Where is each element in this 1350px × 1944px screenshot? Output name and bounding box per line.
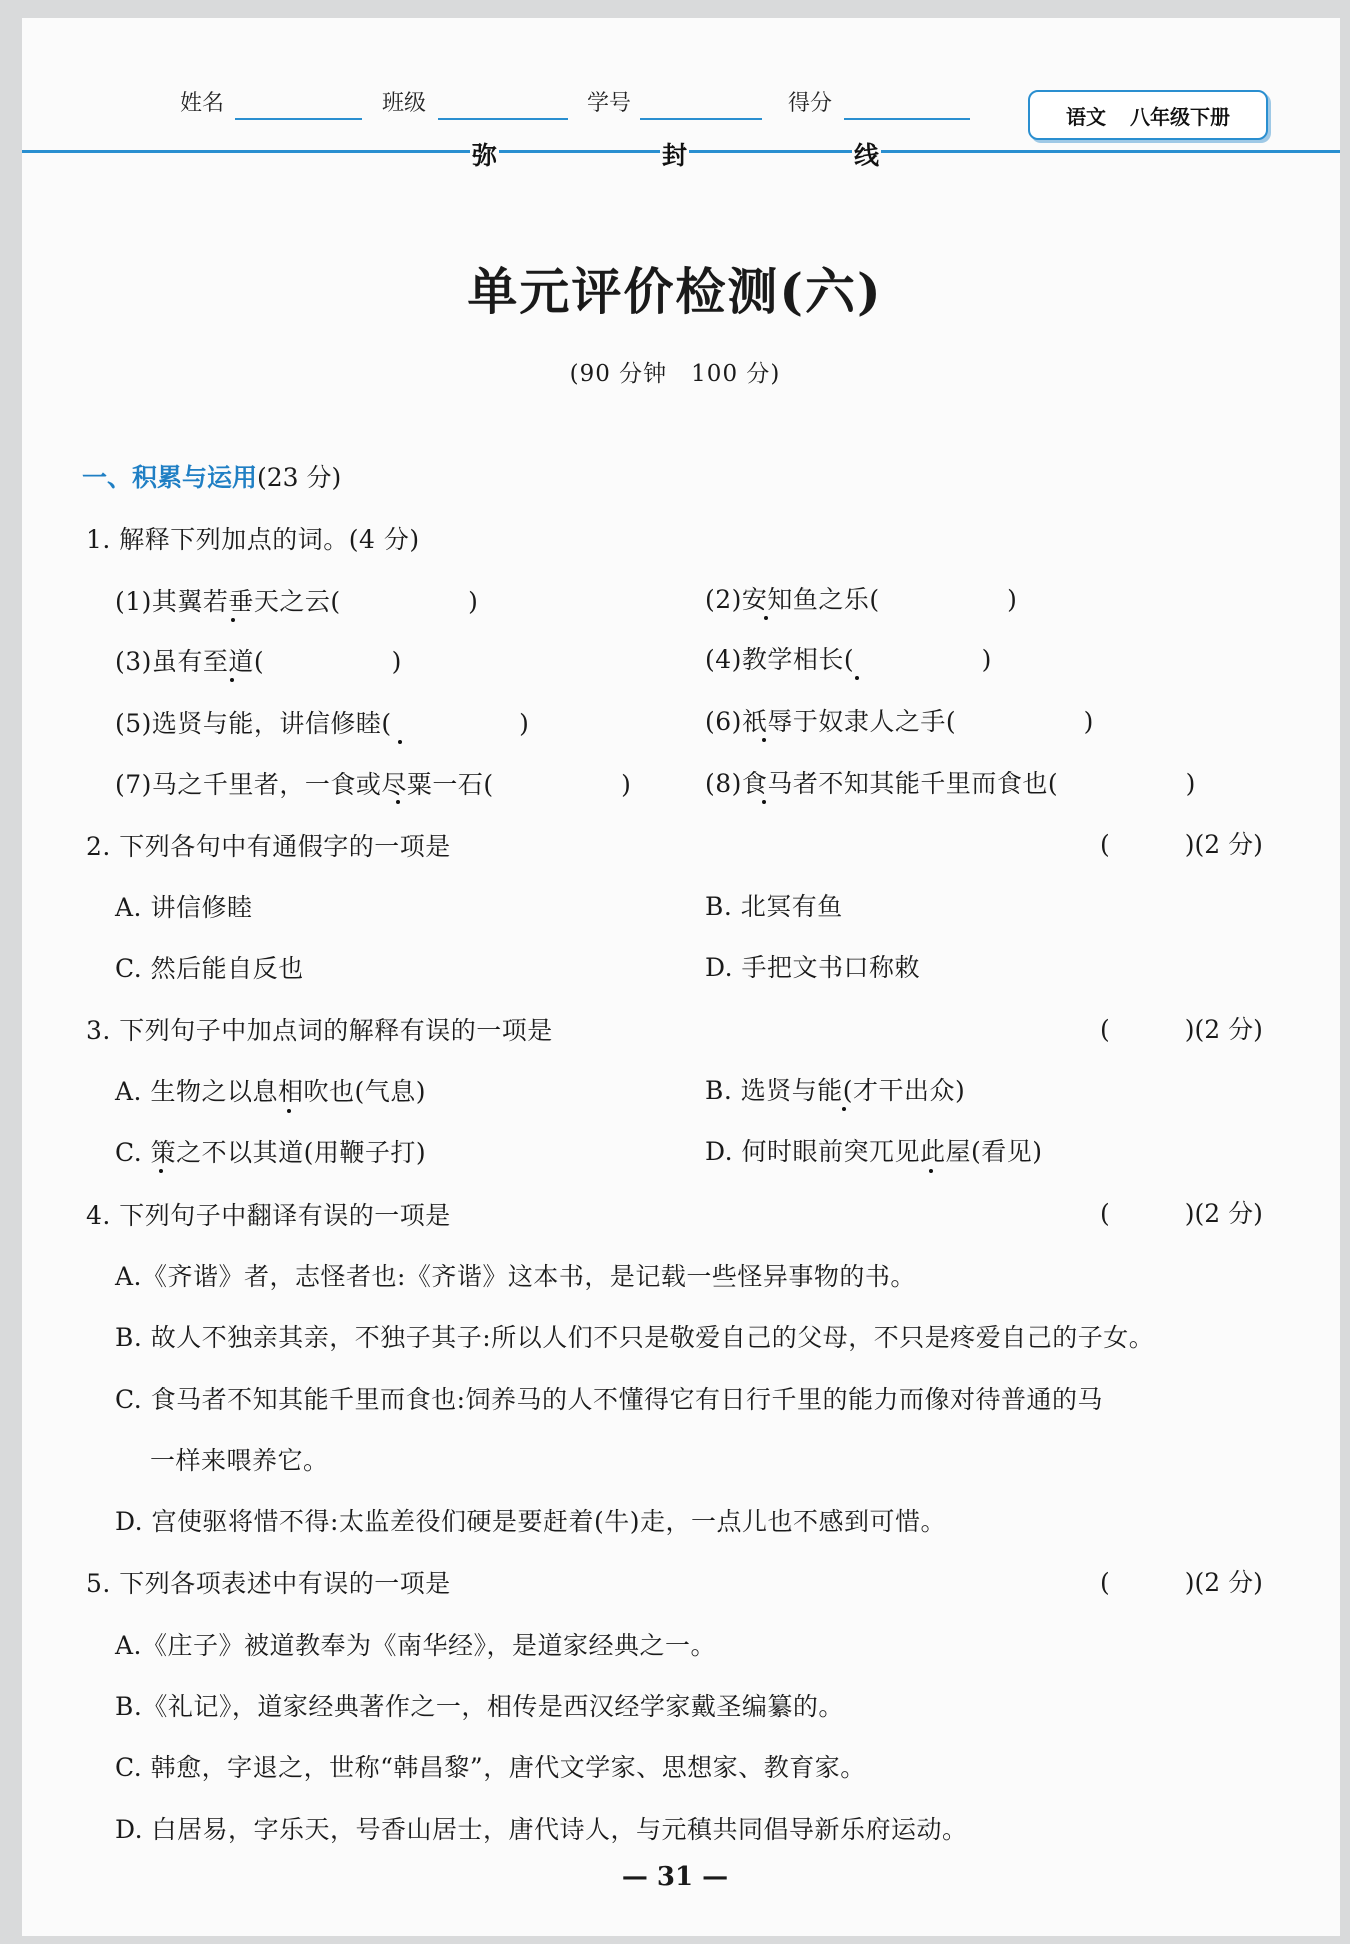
subject-text: 语文 — [1066, 104, 1106, 129]
q2-stem: 2. 下列各句中有通假字的一项是 — [86, 832, 451, 861]
emphasis-dot — [762, 738, 766, 742]
q2-answer-score: ( )(2 分) — [1100, 830, 1263, 859]
q2-option-d: D. 手把文书口称敕 — [705, 953, 921, 982]
q5-option-d: D. 白居易，字乐天，号香山居士，唐代诗人，与元稹共同倡导新乐府运动。 — [115, 1815, 968, 1844]
seal-char-3: 线 — [852, 136, 881, 172]
q4-option-a: A.《齐谐》者，志怪者也:《齐谐》这本书，是记载一些怪异事物的书。 — [115, 1262, 916, 1291]
q5-option-b: B.《礼记》，道家经典著作之一，相传是西汉经学家戴圣编纂的。 — [115, 1692, 844, 1721]
section-heading — [82, 458, 341, 494]
q1-item-6: (6)祇辱于奴隶人之手( ) — [705, 707, 1094, 736]
q1-item-1: (1)其翼若垂天之云( ) — [115, 587, 479, 616]
emphasis-dot — [231, 618, 235, 622]
q3-answer-score: ( )(2 分) — [1100, 1015, 1263, 1044]
emphasis-dot — [287, 1109, 291, 1113]
emphasis-dot — [159, 1169, 163, 1173]
emphasis-dot — [855, 676, 859, 680]
q4-option-b: B. 故人不独亲其亲，不独子其子:所以人们不只是敬爱自己的父母，不只是疼爱自己的子女。 — [115, 1323, 1155, 1352]
q1-item-3: (3)虽有至道( ) — [115, 647, 402, 676]
seal-char-2: 封 — [660, 136, 689, 172]
q3-option-d: D. 何时眼前突兀见此屋(看见) — [705, 1137, 1043, 1166]
q2-option-c: C. 然后能自反也 — [115, 954, 304, 983]
student-id-label: 学号 — [587, 91, 632, 116]
emphasis-dot — [398, 740, 402, 744]
page-subtitle: (90 分钟 100 分) — [569, 361, 781, 387]
q2-option-b: B. 北冥有鱼 — [705, 892, 843, 921]
student-id-line — [640, 118, 762, 120]
q1-item-4: (4)教学相长( ) — [705, 645, 992, 674]
emphasis-dot — [230, 678, 234, 682]
q4-answer-score: ( )(2 分) — [1100, 1199, 1263, 1228]
q5-answer-score: ( )(2 分) — [1100, 1568, 1263, 1597]
q4-option-c: C. 食马者不知其能千里而食也:饲养马的人不懂得它有日行千里的能力而像对待普通的马 — [115, 1385, 1104, 1414]
emphasis-dot — [764, 616, 768, 620]
q1-item-5: (5)选贤与能，讲信修睦( ) — [115, 709, 530, 738]
q1-item-2: (2)安知鱼之乐( ) — [705, 585, 1018, 614]
page-number: — 31 — — [621, 1862, 729, 1892]
q1-stem: 1. 解释下列加点的词。(4 分) — [86, 525, 420, 554]
q4-option-d: D. 宫使驱将惜不得:太监差役们硬是要赶着(牛)走，一点儿也不感到可惜。 — [115, 1507, 946, 1536]
seal-char-1: 弥 — [470, 136, 499, 172]
q3-option-c: C. 策之不以其道(用鞭子打) — [115, 1138, 427, 1167]
q3-stem: 3. 下列句子中加点词的解释有误的一项是 — [86, 1016, 553, 1045]
q2-option-a: A. 讲信修睦 — [115, 893, 253, 922]
name-label: 姓名 — [180, 91, 225, 116]
q3-option-a: A. 生物之以息相吹也(气息) — [115, 1077, 426, 1106]
emphasis-dot — [929, 1169, 933, 1173]
class-label: 班级 — [382, 91, 427, 116]
q5-option-c: C. 韩愈，字退之，世称“韩昌黎”，唐代文学家、思想家、教育家。 — [115, 1753, 866, 1782]
section-points: (23 分) — [257, 463, 342, 492]
emphasis-dot — [396, 800, 400, 804]
subject-badge — [1028, 90, 1268, 140]
q3-option-b: B. 选贤与能(才干出众) — [705, 1076, 966, 1105]
score-line — [844, 118, 970, 120]
score-label: 得分 — [788, 91, 833, 116]
name-line — [235, 118, 362, 120]
emphasis-dot — [762, 800, 766, 804]
q4-stem: 4. 下列句子中翻译有误的一项是 — [86, 1201, 451, 1230]
q5-option-a: A.《庄子》被道教奉为《南华经》，是道家经典之一。 — [115, 1631, 717, 1660]
q1-item-8: (8)食马者不知其能千里而食也( ) — [705, 769, 1196, 798]
page-title: 单元评价检测(六) — [467, 262, 883, 321]
q1-item-7: (7)马之千里者，一食或尽粟一石( ) — [115, 770, 632, 799]
class-line — [438, 118, 568, 120]
grade-text: 八年级下册 — [1130, 104, 1230, 129]
q5-stem: 5. 下列各项表述中有误的一项是 — [86, 1569, 451, 1598]
section-label: 一、积累与运用 — [82, 463, 258, 492]
q4-option-c-continued: 一样来喂养它。 — [150, 1446, 329, 1475]
emphasis-dot — [842, 1107, 846, 1111]
